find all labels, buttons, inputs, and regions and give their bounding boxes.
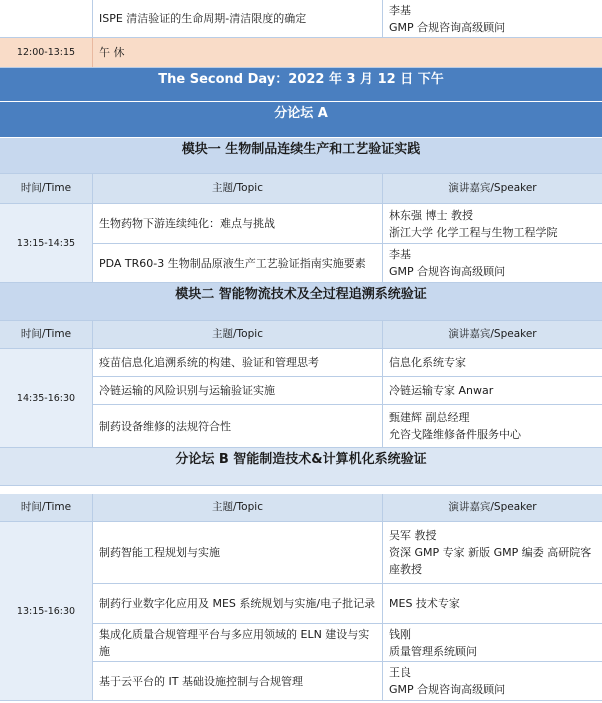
table-row	[93, 522, 602, 584]
speaker-name: 钱刚	[389, 627, 411, 641]
topic-cell: 生物药物下游连续纯化：难点与挑战	[93, 204, 383, 243]
speaker-cell	[383, 349, 602, 376]
lunch-label: 午 休	[99, 46, 125, 59]
day-title: The Second Day：2022 年 3 月 12 日 下午	[0, 68, 602, 102]
speaker-cell	[383, 405, 602, 447]
module1-header-row	[0, 174, 602, 204]
session-time: 13:15-14:35	[0, 204, 93, 282]
speaker-name: 王良	[389, 666, 411, 679]
header-speaker: 演讲嘉宾/Speaker	[448, 501, 537, 513]
topic-cell: 制药智能工程规划与实施	[93, 522, 383, 583]
header-time: 时间/Time	[0, 174, 93, 203]
session-time: 13:15-16:30	[0, 522, 93, 700]
speaker-name: 李基	[389, 3, 411, 17]
table-row	[0, 0, 602, 38]
speaker-title: GMP 合规咨询高级顾问	[389, 20, 506, 34]
speaker-cell	[383, 204, 602, 243]
spacer	[0, 486, 602, 494]
module2-header-row	[0, 321, 602, 349]
speaker-cell	[383, 377, 602, 404]
speaker-cell	[383, 244, 602, 282]
speaker-name: MES 技术专家	[389, 597, 460, 610]
header-time: 时间/Time	[0, 321, 93, 348]
header-topic: 主题/Topic	[93, 174, 383, 203]
topic-cell: 基于云平台的 IT 基础设施控制与合规管理	[93, 662, 383, 700]
speaker-title: 允咨戈隆维修备件服务中心	[389, 428, 521, 441]
table-row	[93, 584, 602, 624]
header-time: 时间/Time	[0, 494, 93, 521]
speaker-cell	[383, 662, 602, 700]
header-speaker: 演讲嘉宾/Speaker	[448, 328, 537, 340]
speaker-name: 冷链运输专家 Anwar	[389, 384, 494, 397]
forum-a-title: 分论坛 A	[0, 102, 602, 138]
forum-b-session	[0, 522, 602, 701]
speaker-cell	[383, 0, 602, 37]
table-row	[93, 662, 602, 700]
topic-cell: 集成化质量合规管理平台与多应用领域的 ELN 建设与实施	[93, 624, 383, 661]
speaker-title: 资深 GMP 专家 新版 GMP 编委 高研院客座教授	[389, 546, 592, 576]
speaker-name: 吴军 教授	[389, 529, 437, 542]
speaker-name: 李基	[389, 248, 411, 261]
speaker-name: 信息化系统专家	[389, 356, 466, 369]
speaker-name: 林东强 博士 教授	[389, 208, 473, 222]
table-row	[93, 349, 602, 377]
speaker-title: GMP 合规咨询高级顾问	[389, 683, 506, 696]
table-row	[93, 244, 602, 282]
module2-title: 模块二 智能物流技术及全过程追溯系统验证	[0, 283, 602, 321]
session-time: 14:35-16:30	[0, 349, 93, 447]
table-row	[93, 405, 602, 447]
module1-session	[0, 204, 602, 283]
forum-b-header-row	[0, 494, 602, 522]
lunch-time: 12:00-13:15	[0, 38, 93, 67]
topic-cell: 制药设备维修的法规符合性	[93, 405, 383, 447]
lunch-row	[0, 38, 602, 68]
header-topic: 主题/Topic	[93, 321, 383, 348]
speaker-cell	[383, 522, 602, 583]
speaker-cell	[383, 584, 602, 623]
module1-title: 模块一 生物制品连续生产和工艺验证实践	[0, 138, 602, 174]
speaker-title: GMP 合规咨询高级顾问	[389, 265, 506, 278]
speaker-title: 浙江大学 化学工程与生物工程学院	[389, 225, 558, 239]
topic-cell: 冷链运输的风险识别与运输验证实施	[93, 377, 383, 404]
topic-cell: 疫苗信息化追溯系统的构建、验证和管理思考	[93, 349, 383, 376]
speaker-name: 甄建辉 副总经理	[389, 411, 470, 424]
speaker-cell	[383, 624, 602, 661]
topic-cell: 制药行业数字化应用及 MES 系统规划与实施/电子批记录	[93, 584, 383, 623]
table-row	[93, 377, 602, 405]
topic-cell: PDA TR60-3 生物制品原液生产工艺验证指南实施要素	[93, 244, 383, 282]
table-row	[93, 204, 602, 244]
header-speaker: 演讲嘉宾/Speaker	[448, 182, 537, 194]
speaker-title: 质量管理系统顾问	[389, 644, 477, 658]
forum-b-title: 分论坛 B 智能制造技术&计算机化系统验证	[0, 448, 602, 486]
module2-session	[0, 349, 602, 448]
table-row	[93, 624, 602, 662]
topic-cell: ISPE 清洁验证的生命周期-清洁限度的确定	[93, 0, 383, 37]
time-cell	[0, 0, 93, 37]
header-topic: 主题/Topic	[93, 494, 383, 521]
